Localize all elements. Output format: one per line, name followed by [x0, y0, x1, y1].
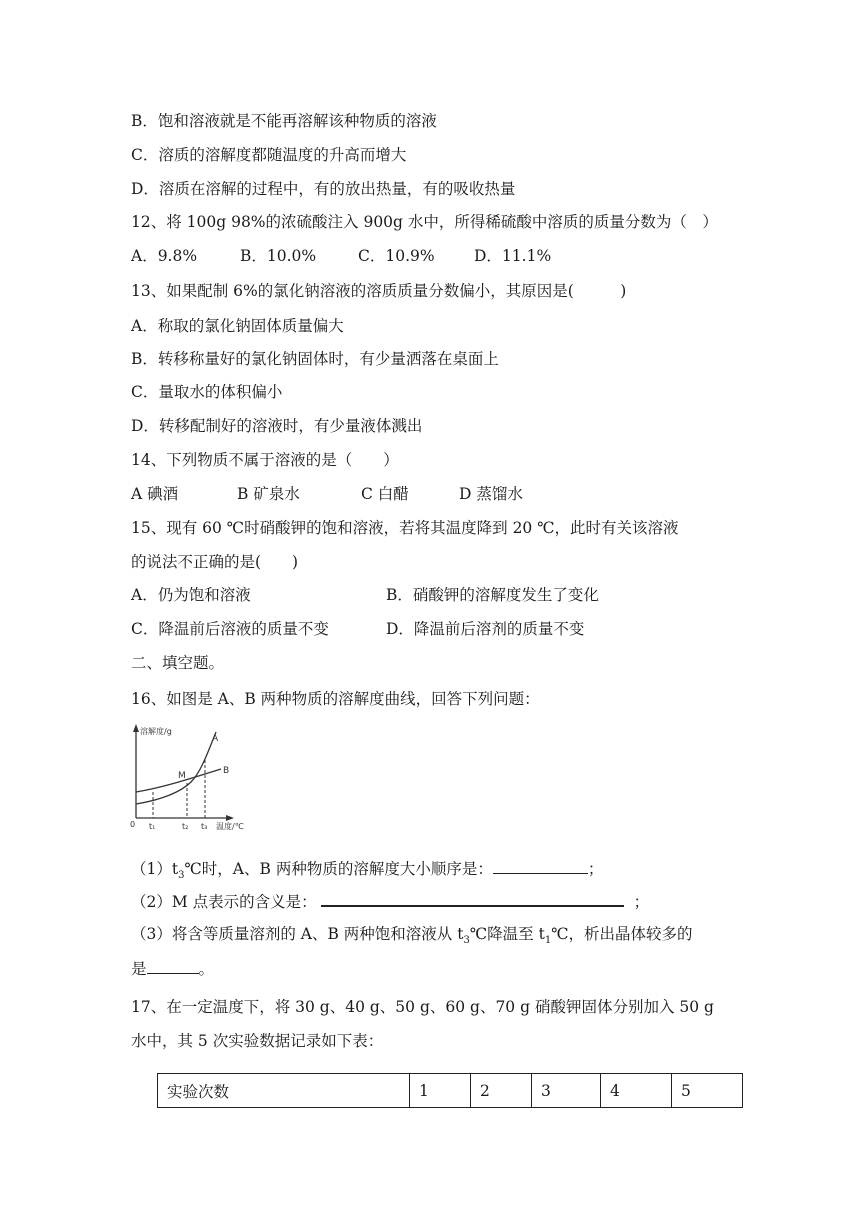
question-17-line1: 17、在一定温度下，将 30 g、40 g、50 g、60 g、70 g 硝酸钾固体分别加入 50 g: [131, 998, 714, 1016]
q14-option-d: D 蒸馏水: [459, 485, 523, 503]
q14-option-c: C 白醋: [361, 485, 409, 503]
q16-part2: [131, 891, 649, 912]
q15-option-a: A．仍为饱和溶液: [131, 586, 251, 604]
table-cell: 5: [672, 1074, 743, 1108]
graph-origin: 0: [130, 820, 136, 829]
question-17-line2: 水中，其 5 次实验数据记录如下表：: [131, 1032, 384, 1050]
graph-xlabel: 温度/℃: [216, 822, 244, 831]
question-15-line2: 的说法不正确的是( ): [131, 553, 299, 571]
q12-option-a: A．9.8%: [131, 247, 198, 265]
q16-part1-end: ；: [587, 860, 604, 878]
graph-t2: t₂: [182, 822, 189, 831]
q16-part3-text-d: 是: [131, 960, 147, 978]
table-row: [158, 1074, 743, 1108]
experiment-table: [157, 1073, 743, 1108]
q13-option-a: A．称取的氯化钠固体质量偏大: [131, 317, 344, 335]
q13-option-c: C．量取水的体积偏小: [131, 383, 283, 401]
q16-part2-end: ；: [633, 893, 650, 911]
q16-part1-sub: 3: [178, 870, 185, 882]
q15-option-c: C．降温前后溶液的质量不变: [131, 620, 329, 638]
q13-option-b: B．转移称量好的氯化钠固体时，有少量洒落在桌面上: [131, 350, 499, 368]
q16-part1-blank[interactable]: [493, 859, 588, 874]
q16-part3-text-c: ℃，析出晶体较多的: [551, 925, 693, 943]
graph-label-b: B: [223, 766, 230, 776]
q16-part3-line2: [131, 959, 214, 979]
question-14: 14、下列物质不属于溶液的是（ ）: [131, 451, 399, 469]
q16-part3-line1: [131, 924, 693, 951]
table-cell: 4: [601, 1074, 672, 1108]
q16-part3-sub1: 3: [463, 935, 470, 947]
line-d-option: D．溶质在溶解的过程中，有的放出热量，有的吸收热量: [131, 180, 516, 198]
section-fill-in: 二、填空题。: [131, 654, 225, 672]
question-13: 13、如果配制 6%的氯化钠溶液的溶质质量分数偏小，其原因是( ): [131, 282, 627, 300]
question-15-line1: 15、现有 60 ℃时硝酸钾的饱和溶液，若将其温度降到 20 ℃，此时有关该溶液: [131, 519, 679, 537]
graph-label-m: M: [178, 771, 186, 781]
q12-option-b: B．10.0%: [240, 247, 317, 265]
x-axis-arrow: [226, 815, 234, 821]
q13-option-d: D．转移配制好的溶液时，有少量液体溅出: [131, 417, 423, 435]
q16-part3-blank[interactable]: [147, 959, 199, 974]
question-16: 16、如图是 A、B 两种物质的溶解度曲线，回答下列问题：: [131, 690, 540, 708]
q12-option-d: D．11.1%: [474, 247, 552, 265]
q16-part3-text-a: （3）将含等质量溶剂的 A、B 两种饱和溶液从 t: [131, 925, 464, 943]
graph-label-a: A: [212, 734, 219, 744]
q15-option-d: D．降温前后溶剂的质量不变: [386, 620, 585, 638]
y-axis-arrow: [133, 724, 139, 732]
q12-option-c: C．10.9%: [358, 247, 435, 265]
table-cell: 2: [471, 1074, 532, 1108]
line-c-option: C．溶质的溶解度都随温度的升高而增大: [131, 146, 407, 164]
q16-part1: [131, 859, 603, 886]
q14-option-a: A 碘酒: [131, 485, 179, 503]
question-12: 12、将 100g 98%的浓硫酸注入 900g 水中，所得稀硫酸中溶质的质量分数为（ ）: [131, 213, 718, 231]
q16-part2-text: （2）M 点表示的含义是：: [131, 893, 317, 911]
graph-t1: t₁: [149, 822, 156, 831]
table-header-cell: 实验次数: [158, 1074, 410, 1108]
q16-part1-prefix: （1）t: [131, 860, 179, 878]
q16-part3-sub2: 1: [544, 935, 552, 947]
q14-option-b: B 矿泉水: [237, 485, 300, 503]
table-cell: 1: [410, 1074, 471, 1108]
q16-part1-text: ℃时，A、B 两种物质的溶解度大小顺序是：: [184, 860, 493, 878]
q15-option-b: B．硝酸钾的溶解度发生了变化: [386, 586, 599, 604]
q16-part3-end: 。: [198, 960, 215, 978]
table-cell: 3: [532, 1074, 601, 1108]
graph-t3: t₃: [201, 822, 208, 831]
graph-ylabel: 溶解度/g: [140, 727, 172, 736]
q16-part2-blank[interactable]: [321, 891, 624, 907]
line-b-option: B．饱和溶液就是不能再溶解该种物质的溶液: [131, 112, 437, 130]
q16-part3-text-b: ℃降温至 t: [469, 925, 545, 943]
solubility-curve-figure: [126, 722, 252, 836]
curve-a: [136, 732, 216, 804]
